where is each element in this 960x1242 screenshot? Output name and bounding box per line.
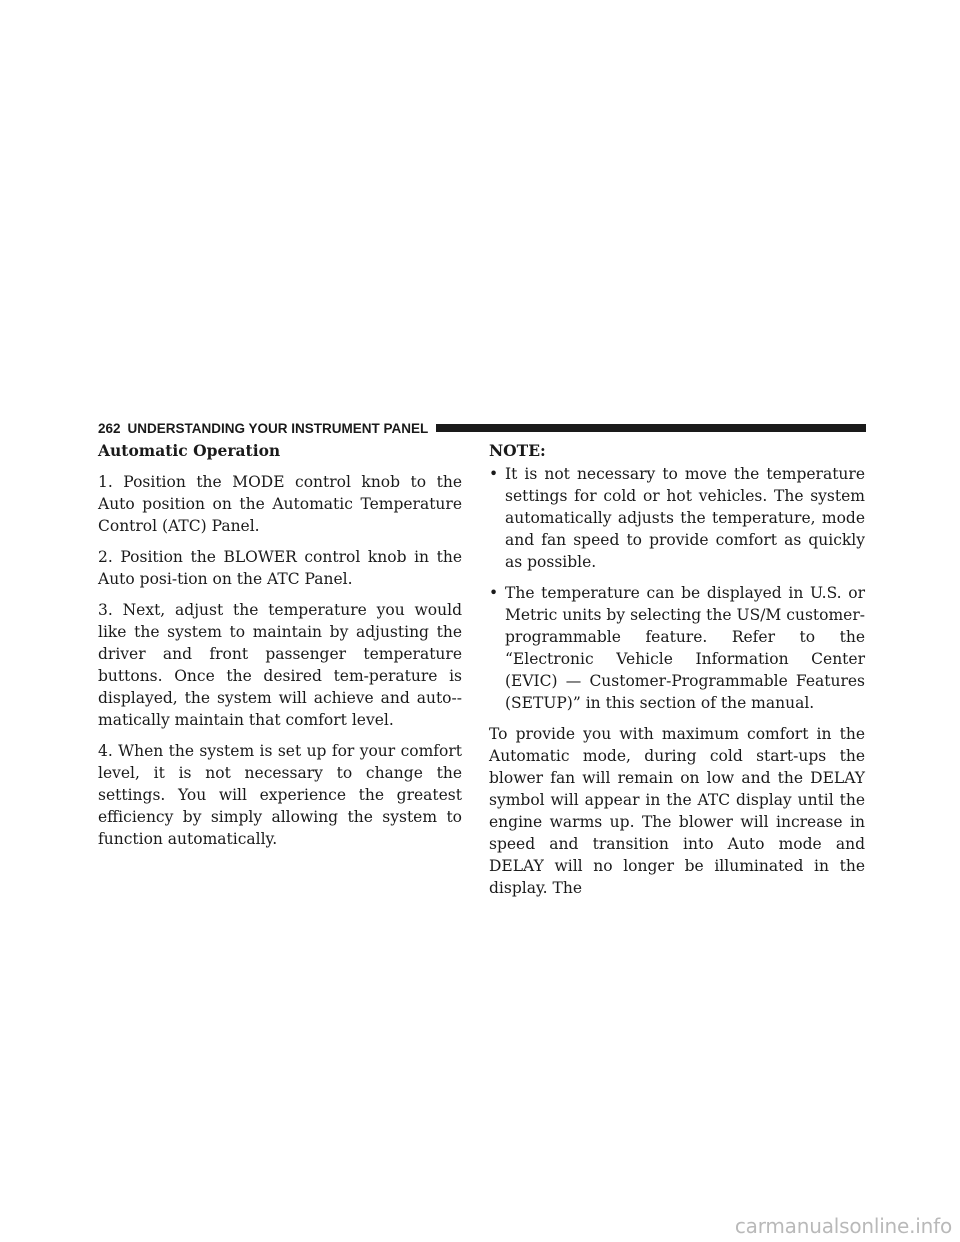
page-number: 262	[98, 420, 121, 436]
body-paragraph: To provide you with maximum comfort in the Automatic mode, during cold start-ups the blower fan will remain on low and the DELAY symbol will appear in the ATC display until the engine warms up. The blower will increase in speed and transition into Auto mode and DELAY will no longer be illuminated in the display. The	[489, 725, 865, 897]
right-column	[489, 440, 865, 908]
step-paragraph-2: 2. Position the BLOWER control knob in the Auto posi-tion on the ATC Panel.	[98, 548, 462, 588]
header-rule	[436, 424, 866, 432]
note-bullet-item	[489, 582, 865, 714]
left-column	[98, 440, 462, 859]
note-bullet-text: The temperature can be displayed in U.S. or Metric units by selecting the US/M customer-programmable feature. Refer to the “Electronic Vehicle Information Center (EVIC) — Customer-Programmable Features (SETUP)” in this section of the manual.	[505, 584, 865, 712]
note-bullet-item	[489, 463, 865, 573]
bullet-icon: •	[489, 584, 499, 602]
note-label: NOTE:	[489, 441, 546, 460]
page-header	[98, 418, 866, 438]
section-title: UNDERSTANDING YOUR INSTRUMENT PANEL	[127, 420, 429, 436]
step-paragraph-1: 1. Position the MODE control knob to the Auto position on the Automatic Temperature Control (ATC) Panel.	[98, 473, 462, 535]
watermark: carmanualsonline.info	[734, 1214, 952, 1238]
note-bullet-text: It is not necessary to move the temperature settings for cold or hot vehicles. The system automatically adjusts the temperature, mode and fan speed to provide comfort as quickly as possible.	[505, 465, 865, 571]
step-paragraph-3: 3. Next, adjust the temperature you would like the system to maintain by adjusting the driver and front passenger temperature buttons. Once the desired tem-perature is displayed, the system will achieve and auto-matically maintain that comfort level.	[98, 601, 462, 729]
section-heading: Automatic Operation	[98, 441, 281, 460]
step-paragraph-4: 4. When the system is set up for your comfort level, it is not necessary to change the settings. You will experience the greatest efficiency by simply allowing the system to function automatically.	[98, 742, 462, 848]
bullet-icon: •	[489, 465, 499, 483]
